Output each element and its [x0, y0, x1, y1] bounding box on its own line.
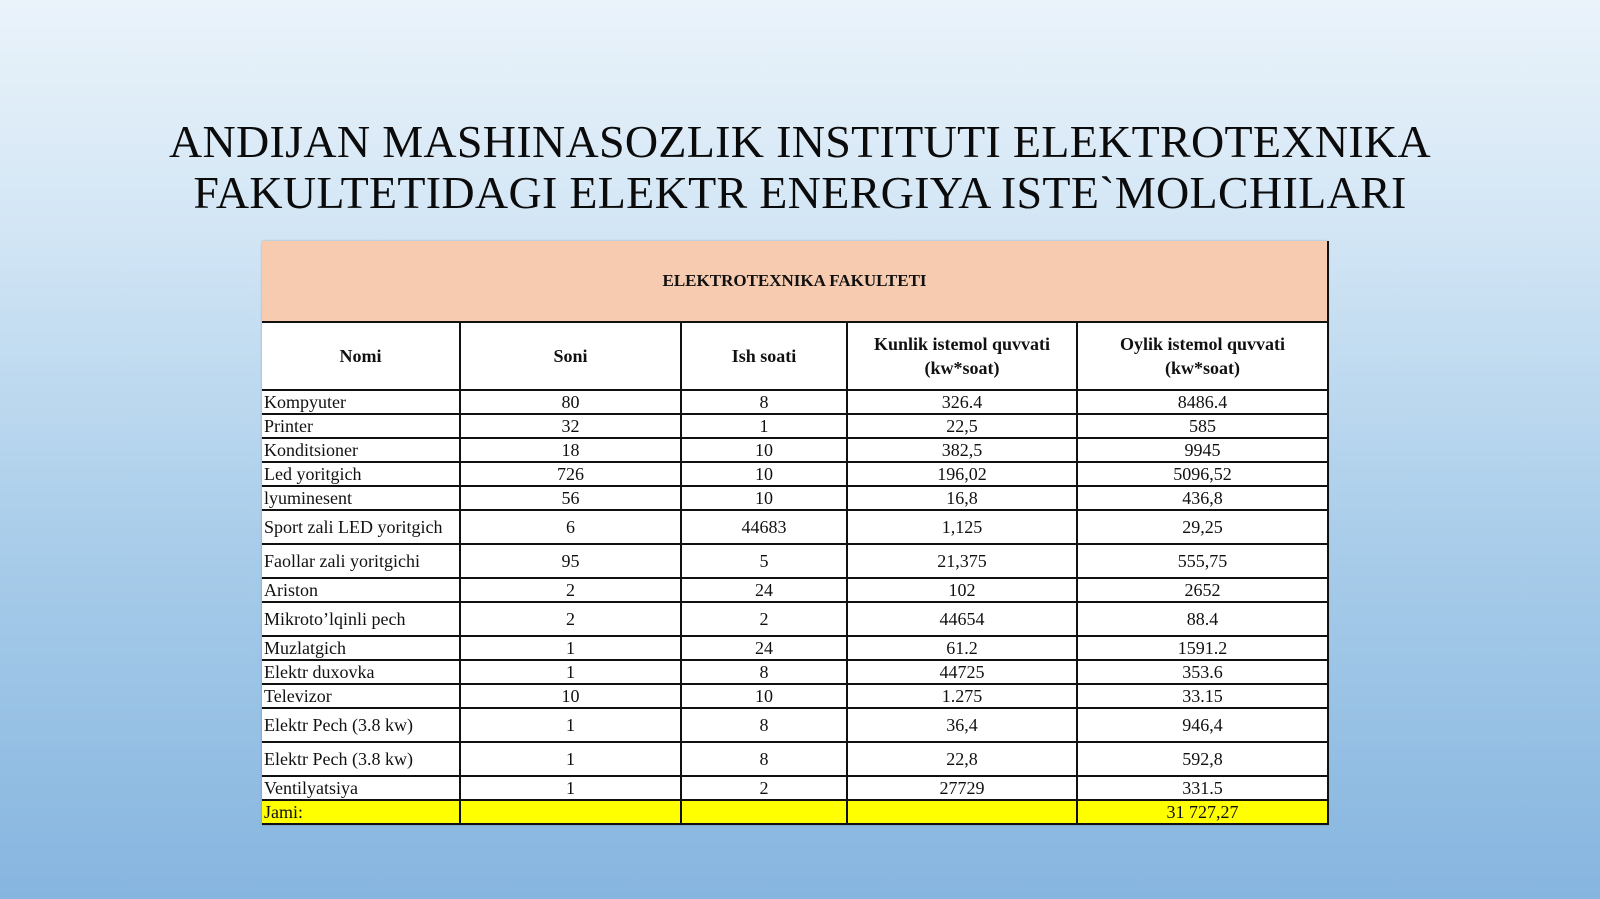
total-empty-cell	[847, 800, 1077, 824]
cell-name: Televizor	[262, 684, 460, 708]
table-caption: ELEKTROTEXNIKA FAKULTETI	[262, 241, 1328, 322]
cell-monthly: 29,25	[1077, 510, 1328, 544]
cell-monthly: 8486.4	[1077, 390, 1328, 414]
consumers-table-container	[262, 241, 1328, 825]
cell-count: 32	[460, 414, 681, 438]
cell-monthly: 331.5	[1077, 776, 1328, 800]
table-row	[262, 636, 1328, 660]
cell-hours: 1	[681, 414, 847, 438]
table-row	[262, 708, 1328, 742]
cell-name: Sport zali LED yoritgich	[262, 510, 460, 544]
cell-hours: 8	[681, 708, 847, 742]
cell-daily: 21,375	[847, 544, 1077, 578]
cell-daily: 36,4	[847, 708, 1077, 742]
cell-hours: 44683	[681, 510, 847, 544]
cell-hours: 5	[681, 544, 847, 578]
cell-monthly: 2652	[1077, 578, 1328, 602]
cell-monthly: 9945	[1077, 438, 1328, 462]
cell-count: 2	[460, 602, 681, 636]
consumers-table	[262, 241, 1329, 825]
header-hours: Ish soati	[681, 322, 847, 390]
cell-monthly: 1591.2	[1077, 636, 1328, 660]
table-row	[262, 462, 1328, 486]
header-monthly-line-1: Oylik istemol quvvati	[1120, 334, 1286, 354]
cell-count: 1	[460, 776, 681, 800]
cell-monthly: 353.6	[1077, 660, 1328, 684]
cell-daily: 1.275	[847, 684, 1077, 708]
cell-daily: 22,5	[847, 414, 1077, 438]
cell-count: 80	[460, 390, 681, 414]
cell-name: Elektr Pech (3.8 kw)	[262, 708, 460, 742]
cell-name: Muzlatgich	[262, 636, 460, 660]
cell-monthly: 946,4	[1077, 708, 1328, 742]
table-row	[262, 414, 1328, 438]
table-row	[262, 438, 1328, 462]
cell-name: Led yoritgich	[262, 462, 460, 486]
cell-daily: 61.2	[847, 636, 1077, 660]
header-monthly	[1077, 322, 1328, 390]
header-daily	[847, 322, 1077, 390]
slide-title-line-2: FAKULTETIDAGI ELEKTR ENERGIYA ISTE`MOLCHILARI	[193, 167, 1407, 218]
table-row	[262, 660, 1328, 684]
cell-count: 1	[460, 742, 681, 776]
slide-title-line-1: ANDIJAN MASHINASOZLIK INSTITUTI ELEKTROTEXNIKA	[168, 116, 1432, 167]
cell-daily: 196,02	[847, 462, 1077, 486]
cell-name: Faollar zali yoritgichi	[262, 544, 460, 578]
cell-hours: 24	[681, 578, 847, 602]
cell-hours: 24	[681, 636, 847, 660]
cell-name: Elektr duxovka	[262, 660, 460, 684]
table-row	[262, 684, 1328, 708]
table-header-row	[262, 322, 1328, 390]
cell-daily: 27729	[847, 776, 1077, 800]
cell-hours: 2	[681, 776, 847, 800]
cell-name: Mikroto’lqinli pech	[262, 602, 460, 636]
cell-name: lyuminesent	[262, 486, 460, 510]
cell-count: 1	[460, 660, 681, 684]
cell-daily: 326.4	[847, 390, 1077, 414]
table-row	[262, 776, 1328, 800]
table-row	[262, 486, 1328, 510]
total-empty-cell	[460, 800, 681, 824]
cell-daily: 16,8	[847, 486, 1077, 510]
cell-daily: 22,8	[847, 742, 1077, 776]
cell-daily: 382,5	[847, 438, 1077, 462]
cell-hours: 10	[681, 462, 847, 486]
cell-daily: 1,125	[847, 510, 1077, 544]
table-row	[262, 544, 1328, 578]
cell-daily: 44725	[847, 660, 1077, 684]
cell-hours: 10	[681, 438, 847, 462]
cell-daily: 44654	[847, 602, 1077, 636]
cell-monthly: 585	[1077, 414, 1328, 438]
cell-name: Ariston	[262, 578, 460, 602]
header-daily-line-2: (kw*soat)	[924, 358, 1000, 378]
table-row	[262, 578, 1328, 602]
table-row	[262, 742, 1328, 776]
cell-count: 10	[460, 684, 681, 708]
header-monthly-line-2: (kw*soat)	[1165, 358, 1241, 378]
cell-count: 56	[460, 486, 681, 510]
cell-count: 2	[460, 578, 681, 602]
cell-name: Elektr Pech (3.8 kw)	[262, 742, 460, 776]
total-monthly: 31 727,27	[1077, 800, 1328, 824]
cell-monthly: 592,8	[1077, 742, 1328, 776]
cell-hours: 10	[681, 684, 847, 708]
cell-hours: 8	[681, 742, 847, 776]
cell-monthly: 436,8	[1077, 486, 1328, 510]
cell-name: Printer	[262, 414, 460, 438]
cell-hours: 10	[681, 486, 847, 510]
cell-daily: 102	[847, 578, 1077, 602]
cell-name: Konditsioner	[262, 438, 460, 462]
cell-count: 95	[460, 544, 681, 578]
cell-monthly: 88.4	[1077, 602, 1328, 636]
table-row	[262, 602, 1328, 636]
header-name: Nomi	[262, 322, 460, 390]
cell-hours: 8	[681, 390, 847, 414]
cell-count: 18	[460, 438, 681, 462]
cell-hours: 8	[681, 660, 847, 684]
table-total-row	[262, 800, 1328, 824]
cell-monthly: 5096,52	[1077, 462, 1328, 486]
total-label: Jami:	[262, 800, 460, 824]
cell-name: Ventilyatsiya	[262, 776, 460, 800]
cell-count: 1	[460, 708, 681, 742]
header-count: Soni	[460, 322, 681, 390]
table-row	[262, 390, 1328, 414]
cell-monthly: 33.15	[1077, 684, 1328, 708]
cell-hours: 2	[681, 602, 847, 636]
cell-count: 726	[460, 462, 681, 486]
cell-monthly: 555,75	[1077, 544, 1328, 578]
cell-name: Kompyuter	[262, 390, 460, 414]
cell-count: 6	[460, 510, 681, 544]
table-caption-row	[262, 241, 1328, 322]
header-daily-line-1: Kunlik istemol quvvati	[873, 334, 1051, 354]
cell-count: 1	[460, 636, 681, 660]
slide-title	[0, 116, 1600, 218]
table-row	[262, 510, 1328, 544]
total-empty-cell	[681, 800, 847, 824]
